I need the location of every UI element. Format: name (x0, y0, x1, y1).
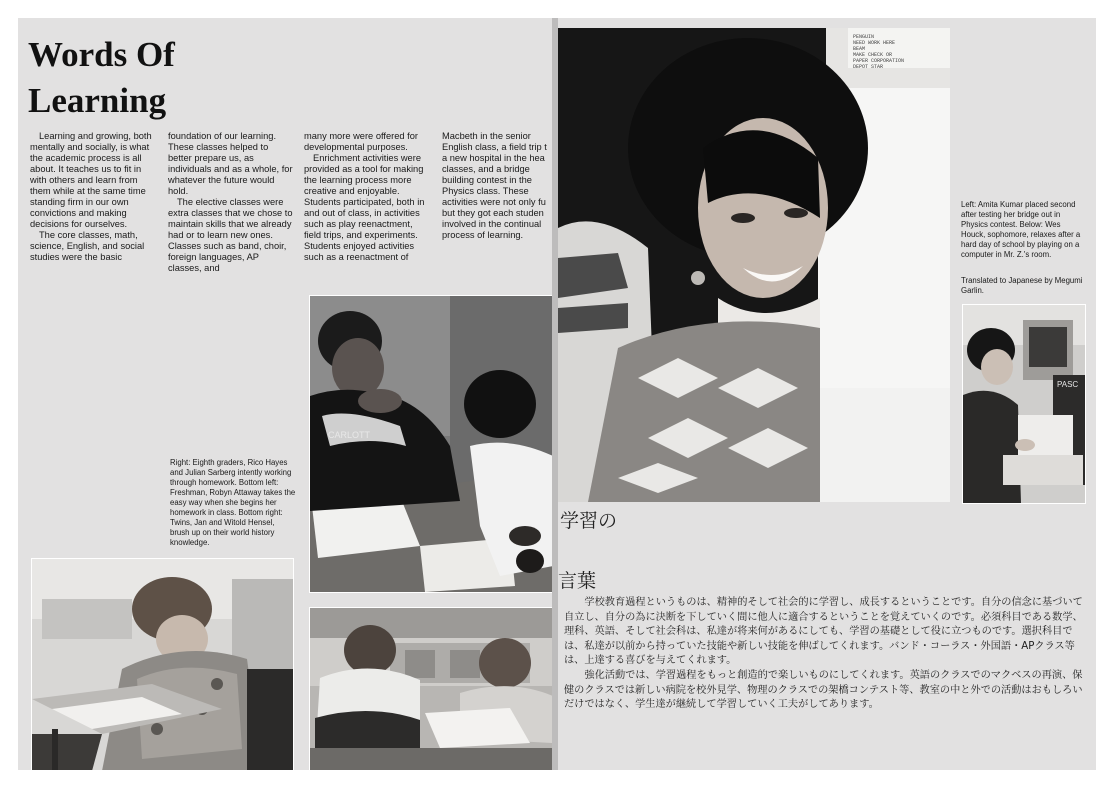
text-line: but they got each studen (442, 208, 544, 218)
text-line: Physics class. These (442, 186, 529, 196)
text-column-1 (30, 131, 156, 263)
paragraph: The elective classes were extra classes that we chose to maintain skills that we already had or to learn new ones. Classes such as band, choir, foreign languages, AP classes, and (168, 197, 293, 273)
photo-amita-kumar (558, 28, 950, 502)
title-line-1: Words Of (28, 35, 175, 74)
paragraph: many more were offered for developmental purposes. (304, 131, 419, 152)
photo-caption: Right: Eighth graders, Rico Hayes and Julian Sarberg intently working through homework. Bottom left: Freshman, Robyn Attaway takes the easy way when she begins her homework in class. Bottom right: Twins, Jan and Witold Hensel, brush up on their world history knowledge. (170, 458, 296, 547)
photo-students-homework (309, 295, 552, 593)
jp-body-text (564, 596, 1092, 713)
paper-label: PENGUIN NEED WORK HERE BEAM MAKE CHECK OR PAPER CORPORATION DEPOT STAR (853, 34, 905, 70)
text-line: building contest in the (442, 175, 532, 185)
svg-text:PASC: PASC (1057, 380, 1079, 389)
jp-heading-line-1: 学習の (560, 510, 618, 532)
text-column-3 (304, 131, 430, 263)
text-line: English class, a field trip t (442, 142, 547, 152)
photo-wes-houck (962, 304, 1086, 504)
text-line: process of learning. (442, 230, 524, 240)
text-line: activities were not only fu (442, 197, 546, 207)
text-line: classes, and a bridge (442, 164, 530, 174)
text-line: a new hospital in the hea (442, 153, 545, 163)
jp-paragraph: 強化活動では、学習過程をもっと創造的で楽しいものにしてくれます。英語のクラスでのマクベスの再演、保健のクラスでは新しい病院を校外見学、物理のクラスでの架橋コンテスト等、教室の中と外での活動はおもしろいだけではなく、学生達が継続して学習していく工夫がしてあります。 (564, 669, 1083, 711)
text-column-4 (442, 131, 552, 241)
right-page (558, 18, 1096, 770)
translator-credit: Translated to Japanese by Megumi Garlin. (961, 276, 1083, 295)
shirt-text: CARLOTT (328, 430, 371, 440)
paragraph: The core classes, math, science, English, and social studies were the basic (30, 230, 145, 262)
paragraph: Enrichment activities were provided as a tool for making the learning process more creative and enjoyable. Students participated, both in and out of class, in activities such as play reenactment, field trips, and experiments. Students enjoyed activities such as a reenactment of (304, 153, 425, 262)
paragraph: Learning and growing, both mentally and socially, is what the academic process is all about. It teaches us to fit in with others and learn from them while at the same time standing firm in our own convictions and making decisions for ourselves. (30, 131, 152, 229)
photo-twins-studying (309, 607, 552, 770)
photo-caption-right: Left: Amita Kumar placed second after testing her bridge out in Physics contest. Below: Wes Houck, sophomore, relaxes after a hard day of school by playing on a computer in Mr. Z.'s room. (961, 200, 1081, 259)
left-page (18, 18, 552, 770)
paragraph: foundation of our learning. These classes helped to better prepare us, as individuals and as a whole, for whatever the future would hold. (168, 131, 293, 196)
jp-paragraph: 学校教育過程というものは、精神的そして社会的に学習し、成長するということです。自分の信念に基づいて自立し、自分の為に決断を下していく間に他人に適合するということを覚えていくのです。必須科目である数学、理科、英語、そして社会科は、私達が将来何があるにしても、学習の基礎として役に立つものです。選択科目では、私達が以前から持っていた技能や新しい技能を伸ばしてくれます。バンド・コーラス・外国語・APクラス等は、上達する喜びを与えてくれます。 (564, 597, 1083, 667)
page-title (28, 32, 288, 124)
photo-girl-writing (31, 558, 294, 770)
title-line-2: Learning (28, 81, 167, 120)
text-column-2 (168, 131, 294, 274)
jp-heading-line-2: 言葉 (558, 570, 597, 592)
text-line: Macbeth in the senior (442, 131, 531, 141)
text-line: involved in the continual (442, 219, 542, 229)
